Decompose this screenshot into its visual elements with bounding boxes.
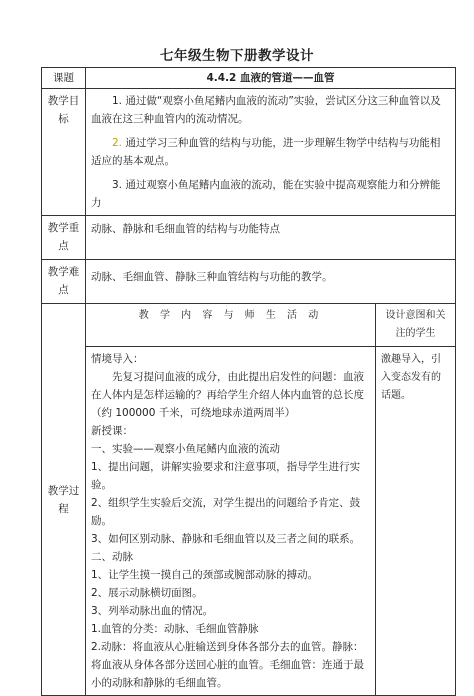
process-header-row (42, 304, 456, 347)
process-body-row (42, 347, 456, 696)
process-content (86, 347, 376, 696)
process-line: 3、如何区别动脉、静脉和毛细血管以及三者之间的联系。 (91, 533, 361, 545)
difficulties-label: 教学难点 (42, 260, 86, 304)
process-line: 2、组织学生实验后交流，对学生提出的问题给予肯定、鼓励。 (91, 497, 361, 527)
process-header-side: 设计意图和关注的学生 (376, 304, 456, 347)
document-title: 七年级生物下册教学设计 (160, 48, 314, 64)
topic-row (42, 68, 456, 89)
objective-item (91, 176, 450, 212)
process-line: 二、动脉 (91, 551, 133, 563)
objective-text: 通过学习三种血管的结构与功能，进一步理解生物学中结构与功能相适应的基本观点。 (91, 137, 441, 167)
objective-num: 1. (112, 95, 123, 107)
topic-label: 课题 (42, 68, 86, 89)
keypoints-text: 动脉、静脉和毛细血管的结构与功能特点 (86, 216, 456, 260)
objective-text: 通过做“观察小鱼尾鳍内血液的流动”实验，尝试区分这三种血管以及血液在这三种血管内的流动情况。 (91, 95, 441, 125)
objectives-row (42, 89, 456, 216)
process-label: 教学过程 (42, 304, 86, 696)
keypoints-label: 教学重点 (42, 216, 86, 260)
topic-value: 4.4.2 血液的管道——血管 (86, 68, 456, 89)
objective-item (91, 92, 450, 128)
process-line: 3、列举动脉出血的情况。 (91, 605, 214, 617)
process-line: 2.动脉：将血液从心脏输送到身体各部分去的血管。静脉：将血液从身体各部分送回心脏的血管。毛细血管：连通于最小的动脉和静脉的毛细血管。 (91, 641, 364, 689)
objective-item (91, 134, 450, 170)
objective-text: 通过观察小鱼尾鳍内血液的流动，能在实验中提高观察能力和分辨能力 (91, 179, 441, 209)
objectives-label: 教学目标 (42, 89, 86, 216)
process-line: 情境导入： (91, 353, 144, 365)
objective-num: 2. (112, 137, 123, 149)
process-line: 1、让学生摸一摸自己的颈部或腕部动脉的搏动。 (91, 569, 319, 581)
process-line: 1、提出问题，讲解实验要求和注意事项，指导学生进行实验。 (91, 461, 361, 491)
objective-num: 3. (112, 179, 123, 191)
process-header-main: 教 学 内 容 与 师 生 活 动 (86, 304, 376, 347)
process-line: 新授课： (91, 425, 133, 437)
process-side-note: 激趣导入，引入变态发有的话题。 (376, 347, 456, 696)
process-line: 2、展示动脉横切面图。 (91, 587, 203, 599)
keypoints-row (42, 216, 456, 260)
process-line: 一、实验——观察小鱼尾鳍内血液的流动 (91, 443, 280, 455)
lesson-plan-table (41, 67, 456, 696)
difficulties-text: 动脉、毛细血管、静脉三种血管结构与功能的教学。 (86, 260, 456, 304)
process-line: 先复习提问血液的成分，由此提出启发性的问题：血液在人体内是怎样运输的？再给学生介绍人体内血管的总长度（约 100000 千米，可绕地球赤道两周半） (91, 371, 364, 419)
difficulties-row (42, 260, 456, 304)
process-line: 1.血管的分类：动脉、毛细血管静脉 (91, 623, 259, 635)
objectives-content (86, 89, 456, 216)
